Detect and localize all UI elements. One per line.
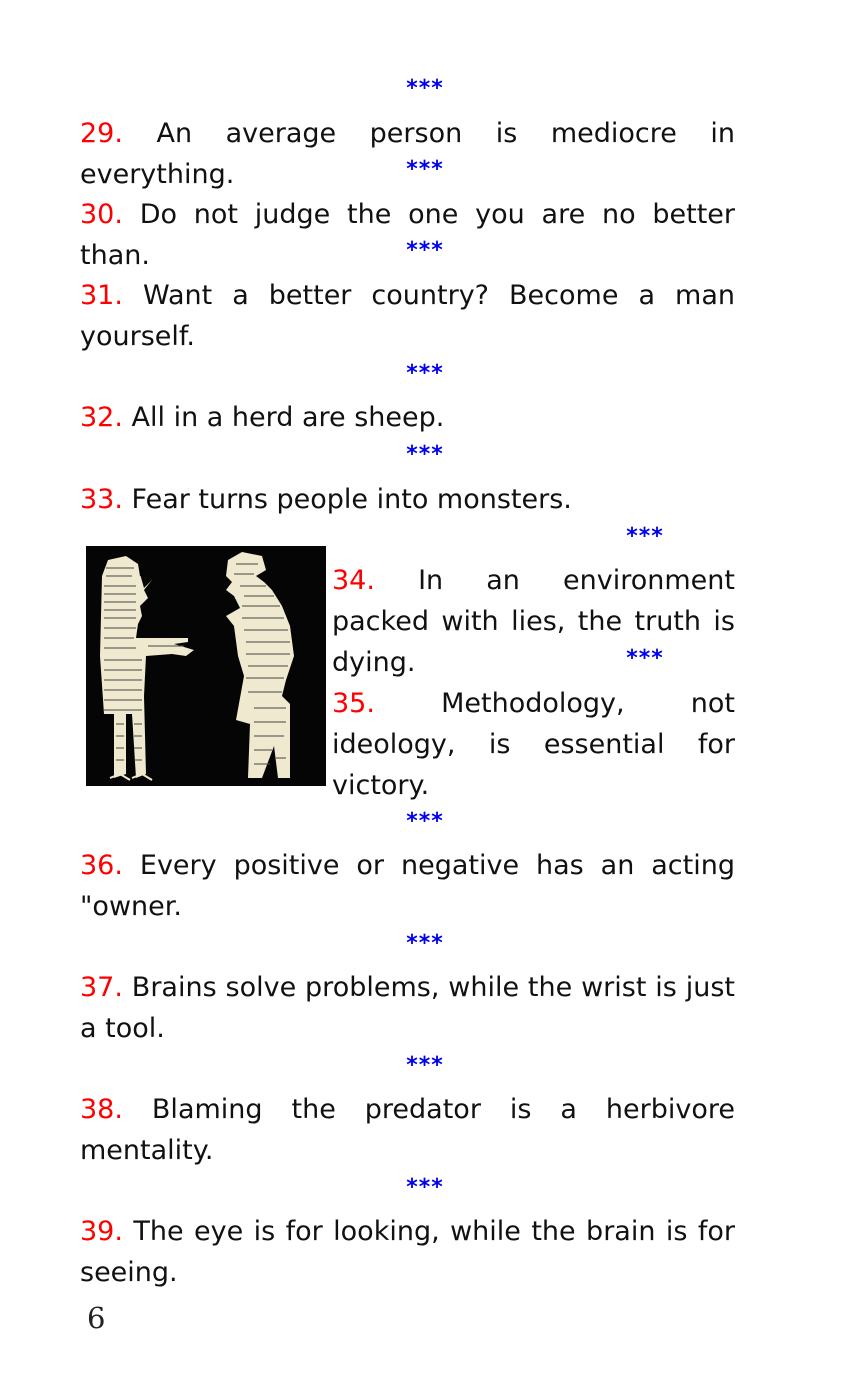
aphorism-33 xyxy=(80,479,735,520)
separator: *** xyxy=(406,809,444,834)
item-number: 29. xyxy=(80,118,123,149)
separator: *** xyxy=(406,238,444,263)
item-text: Do not judge the one you are no better than. xyxy=(80,199,735,271)
aphorism-29 xyxy=(80,113,735,195)
item-number: 37. xyxy=(80,972,123,1003)
item-number: 36. xyxy=(80,850,123,881)
item-number: 30. xyxy=(80,199,123,230)
illustration-two-figures xyxy=(86,546,326,786)
aphorism-30 xyxy=(80,194,735,276)
aphorism-37 xyxy=(80,967,735,1049)
item-text: All in a herd are sheep. xyxy=(122,402,445,433)
separator: *** xyxy=(406,157,444,182)
aphorism-36 xyxy=(80,845,735,927)
separator: *** xyxy=(406,442,444,467)
item-number: 35. xyxy=(332,688,375,719)
separator: *** xyxy=(406,361,444,386)
item-text: An average person is mediocre in everything. xyxy=(80,118,735,190)
item-text: Want a better country? Become a man yourself. xyxy=(80,280,735,352)
item-text: Every positive or negative has an acting "owner. xyxy=(80,850,735,922)
aphorism-35 xyxy=(332,683,735,806)
item-text: In an environment packed with lies, the truth is dying. xyxy=(332,565,735,678)
separator: *** xyxy=(406,1175,444,1200)
aphorism-39 xyxy=(80,1211,735,1293)
item-text: Brains solve problems, while the wrist is just a tool. xyxy=(80,972,735,1044)
page-number: 6 xyxy=(87,1301,106,1335)
separator: *** xyxy=(626,646,664,671)
item-number: 32. xyxy=(80,402,123,433)
item-text: Fear turns people into monsters. xyxy=(122,484,572,515)
item-number: 31. xyxy=(80,280,123,311)
aphorism-38 xyxy=(80,1089,735,1171)
item-number: 34. xyxy=(332,565,375,596)
separator: *** xyxy=(406,1053,444,1078)
separator: *** xyxy=(406,931,444,956)
separator: *** xyxy=(406,76,444,101)
aphorism-31 xyxy=(80,275,735,357)
separator: *** xyxy=(626,524,664,549)
item-text: Methodology, not ideology, is essential for victory. xyxy=(332,688,735,801)
item-number: 38. xyxy=(80,1094,123,1125)
item-text: The eye is for looking, while the brain is for seeing. xyxy=(80,1216,735,1288)
aphorism-32 xyxy=(80,397,735,438)
item-text: Blaming the predator is a herbivore mentality. xyxy=(80,1094,735,1166)
item-number: 33. xyxy=(80,484,123,515)
illustration-image xyxy=(86,546,326,786)
item-number: 39. xyxy=(80,1216,123,1247)
